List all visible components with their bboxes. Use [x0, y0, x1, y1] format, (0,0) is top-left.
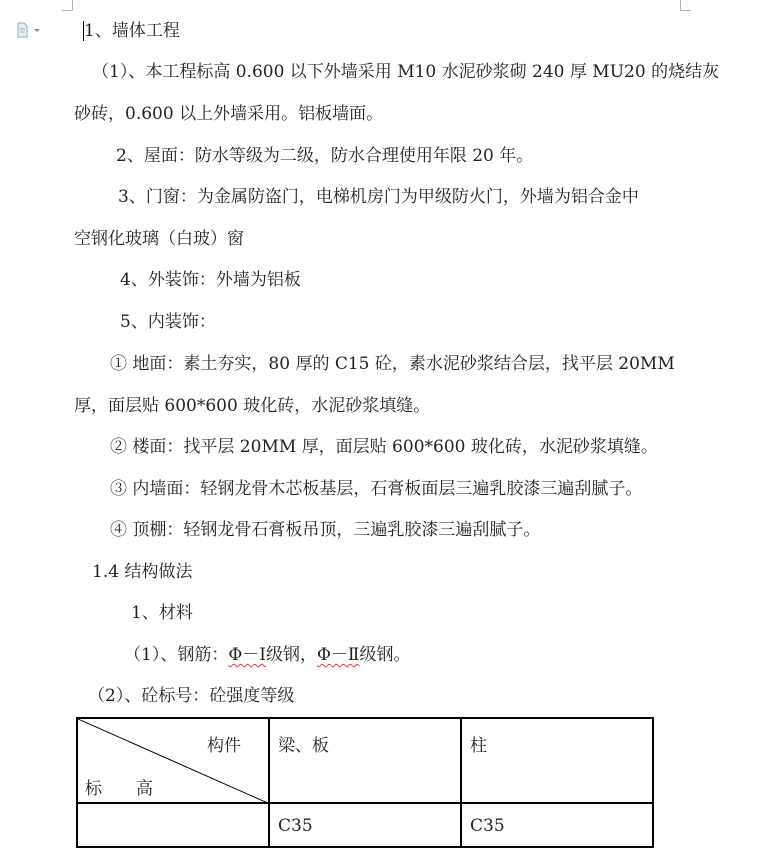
cell-column-value: [461, 803, 653, 847]
rebar-grade-2: Φ－Ⅱ: [316, 645, 360, 665]
para-inner-wall: ③ 内墙面：轻钢龙骨木芯板基层，石膏板面层三遍乳胶漆三遍刮腻子。: [110, 479, 643, 499]
table-row: [77, 718, 653, 803]
para-floor-line-1: ① 地面：素土夯实，80 厚的 C15 砼，素水泥砂浆结合层，找平层 20MM: [110, 354, 675, 374]
page-corner-mark-left: [62, 0, 73, 11]
heading-materials: 1、材料: [131, 603, 193, 623]
header-beam-slab: [269, 718, 461, 803]
page-corner-mark-right: [680, 0, 691, 11]
row-label-cell: [77, 803, 269, 847]
para-roof: 2、屋面：防水等级为二级，防水合理使用年限 20 年。: [116, 146, 534, 166]
para-exterior-finish: 4、外装饰：外墙为铝板: [120, 270, 301, 290]
concrete-grade-table: [76, 717, 654, 848]
diagonal-header-cell: [77, 718, 269, 803]
cell-beam-value: [269, 803, 461, 847]
para-upper-floor: ② 楼面：找平层 20MM 厚，面层贴 600*600 玻化砖，水泥砂浆填缝。: [110, 437, 658, 457]
header-column-text: 柱: [470, 736, 487, 756]
rebar-suffix: 级钢。: [359, 645, 411, 665]
para-doors-line-1: 3、门窗：为金属防盗门，电梯机房门为甲级防火门，外墙为铝合金中: [118, 187, 639, 207]
heading-wall-works: 1、墙体工程: [84, 21, 180, 41]
header-beam-slab-text: 梁、板: [278, 736, 329, 756]
para-concrete-grade: （2）、砼标号：砼强度等级: [88, 686, 295, 706]
rebar-mid: 级钢，: [265, 645, 317, 665]
para-wall-line-1: （1）、本工程标高 0.600 以下外墙采用 M10 水泥砂浆砌 240 厚 MU20 的烧结灰: [92, 62, 720, 82]
rebar-prefix: （1）、钢筋：: [124, 645, 229, 665]
beam-value-text: C35: [278, 816, 313, 836]
column-value-text: C35: [470, 816, 505, 836]
diag-label-elevation: 标 高: [85, 779, 153, 799]
header-column: [461, 718, 653, 803]
table-row: [77, 803, 653, 847]
para-ceiling: ④ 顶棚：轻钢龙骨石膏板吊顶，三遍乳胶漆三遍刮腻子。: [110, 520, 541, 540]
para-rebar: [124, 645, 410, 665]
para-doors-line-2: 空钢化玻璃（白玻）窗: [74, 229, 244, 249]
rebar-grade-1: Φ－Ⅰ: [228, 645, 266, 665]
para-floor-line-2: 厚，面层贴 600*600 玻化砖，水泥砂浆填缝。: [74, 396, 431, 416]
heading-structure: 1.4 结构做法: [92, 562, 193, 582]
paragraph-menu-icon[interactable]: [17, 22, 43, 38]
diag-label-component: 构件: [207, 736, 241, 756]
para-interior-finish: 5、内装饰：: [120, 312, 216, 332]
para-wall-line-2: 砂砖，0.600 以上外墙采用。铝板墙面。: [74, 104, 384, 124]
